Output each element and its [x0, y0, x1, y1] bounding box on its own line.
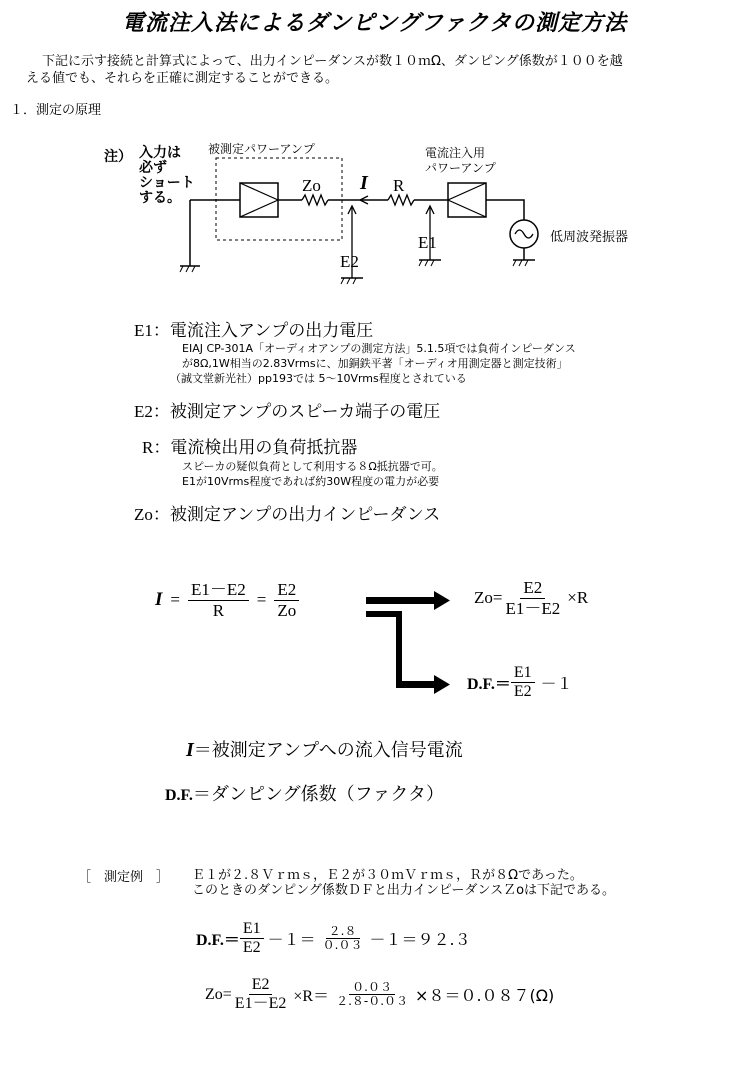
- def-e1-note-2: が8Ω,1W相当の2.83Vrmsに、加銅鉄平著「オーディオ用測定器と測定技術」: [182, 357, 568, 370]
- e2-label: E2: [340, 252, 359, 271]
- inj-label-1: 電流注入用: [425, 146, 486, 160]
- page-title: 電流注入法によるダンピングファクタの測定方法: [122, 11, 627, 36]
- def-zo: Zo：被測定アンプの出力インピーダンス: [134, 505, 441, 525]
- r-label: R: [393, 176, 405, 195]
- example-label: ［ 測定例 ］: [78, 870, 170, 885]
- intro-line-2: える値でも、それらを正確に測定することができる。: [26, 71, 339, 86]
- example-df-calc: D.F.＝ $\frac{E1}{E2}$ －１＝ $\frac{2.8}{0.03}$ －１＝９２.３: [196, 920, 471, 957]
- note-prefix: 注）: [104, 149, 132, 165]
- oscillator-label: 低周波発振器: [550, 230, 629, 245]
- legend-current: I＝被測定アンプへの流入信号電流: [186, 739, 463, 761]
- inj-label-2: パワーアンプ: [425, 161, 496, 175]
- def-r: R：電流検出用の負荷抵抗器: [142, 438, 358, 458]
- zo-formula: Zo= $\frac{E2}{E1-E2}$ ×R: [474, 578, 589, 618]
- def-r-note-2: E1が10Vrms程度であれば約30W程度の電力が必要: [182, 475, 440, 488]
- def-e2: E2：被測定アンプのスピーカ端子の電圧: [134, 402, 441, 422]
- zo-resistor-icon: [302, 195, 328, 205]
- def-e1-note-1: EIAJ CP-301A「オーディオアンプの測定方法」5.1.5項では負荷インピーダンス: [182, 342, 576, 355]
- oscillator-icon: [510, 220, 538, 248]
- legend-df: D.F.＝ダンピング係数（ファクタ）: [165, 784, 444, 805]
- derivation-arrows: [360, 585, 460, 695]
- e1-label: E1: [418, 233, 437, 252]
- arrow-right-icon: [434, 591, 450, 610]
- def-r-note-1: スピーカの疑似負荷として利用する８Ω抵抗器で可。: [182, 460, 443, 473]
- df-formula: D.F.＝ $\frac{E1}{E2}$ －１: [467, 664, 573, 701]
- def-e1: E1：電流注入アンプの出力電圧: [134, 321, 374, 341]
- r-resistor-icon: [388, 195, 414, 205]
- current-label: I: [360, 172, 368, 194]
- intro-line-1: 下記に示す接続と計算式によって、出力インピーダンスが数１０ｍΩ、ダンピング係数が１００を越: [42, 54, 623, 69]
- example-line-1: Ｅ１が２.８Ｖｒｍｓ，Ｅ２が３０ｍＶｒｍｓ，Ｒが８Ωであった。: [192, 868, 583, 883]
- dut-label: 被測定パワーアンプ: [208, 142, 315, 156]
- section-heading: １．測定の原理: [10, 103, 102, 118]
- note-text: 入力は 必ず ショート する。: [139, 145, 195, 206]
- def-e1-note-3: （誠文堂新光社）pp193では 5～10Vrms程度とされている: [170, 372, 467, 385]
- arrow-right-icon: [434, 675, 450, 694]
- injection-amplifier-icon: [448, 183, 486, 217]
- zo-label: Zo: [302, 176, 321, 195]
- example-zo-calc: Zo= $\frac{E2}{E1-E2}$ ×R＝ $\frac{0.03}{2.8-0.03}$ ×８＝０.０８７(Ω): [205, 976, 555, 1013]
- dut-amplifier-icon: [240, 183, 278, 217]
- current-formula: I = $\frac{E1-E2}{R}$ = $\frac{E2}{Zo}$: [155, 580, 299, 620]
- example-line-2: このときのダンピング係数ＤＦと出力インピーダンスＺoは下記である。: [192, 883, 616, 898]
